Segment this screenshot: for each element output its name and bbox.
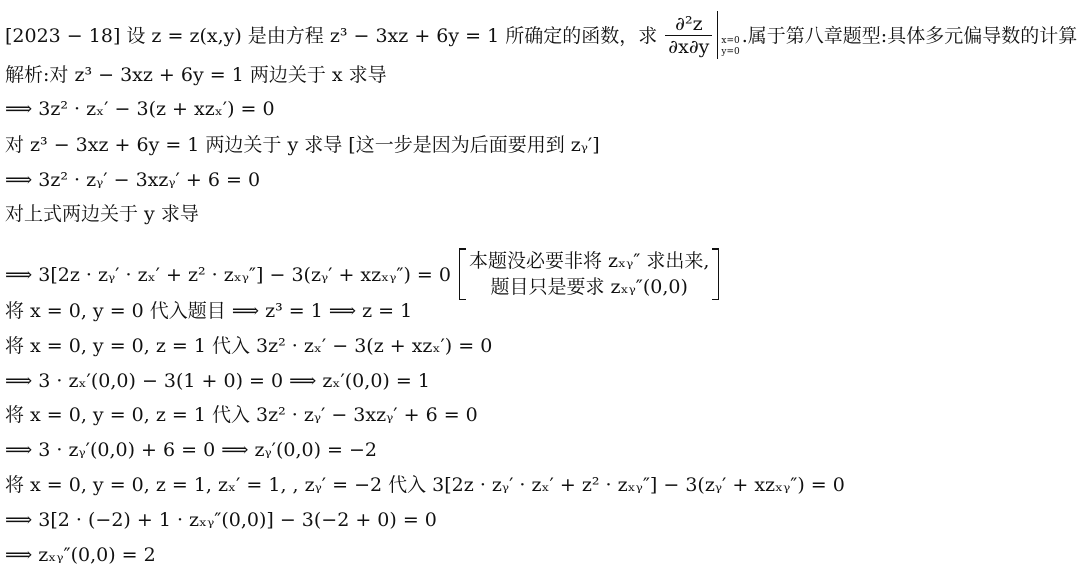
second-derivative-equation: ⟹ 3[2z · zᵧ′ · zₓ′ + z² · zₓᵧ″] − 3(zᵧ′ + xzₓᵧ″) = 0 xyxy=(5,264,451,286)
side-note-bracket xyxy=(459,248,719,300)
solution-line-12: 将 x = 0, y = 0, z = 1, zₓ′ = 1, , zᵧ′ = −2 代入 3[2z · zᵧ′ · zₓ′ + z² · zₓᵧ″] − 3(zᵧ′ + xzₓᵧ″) = 0 xyxy=(5,474,845,496)
problem-prefix: [2023 − 18] 设 z = z(x,y) 是由方程 z³ − 3xz + 6y = 1 所确定的函数，求 xyxy=(5,25,658,47)
solution-line-13: ⟹ 3[2 · (−2) + 1 · zₓᵧ″(0,0)] − 3(−2 + 0) = 0 xyxy=(5,509,437,531)
condition-x: x=0 xyxy=(721,36,740,46)
solution-line-7: 将 x = 0, y = 0 代入题目 ⟹ z³ = 1 ⟹ z = 1 xyxy=(5,300,413,322)
problem-suffix: .属于第八章题型:具体多元偏导数的计算 xyxy=(741,25,1078,47)
solution-line-3: 对 z³ − 3xz + 6y = 1 两边关于 y 求导 [这一步是因为后面要用到 zᵧ′] xyxy=(5,134,600,156)
solution-line-11: ⟹ 3 · zᵧ′(0,0) + 6 = 0 ⟹ zᵧ′(0,0) = −2 xyxy=(5,439,378,461)
evaluation-condition xyxy=(721,36,739,58)
solution-line-6 xyxy=(5,250,719,298)
fraction-denominator: ∂x∂y xyxy=(668,35,710,58)
solution-line-10: 将 x = 0, y = 0, z = 1 代入 3z² · zᵧ′ − 3xzᵧ′ + 6 = 0 xyxy=(5,404,478,426)
solution-line-9: ⟹ 3 · zₓ′(0,0) − 3(1 + 0) = 0 ⟹ zₓ′(0,0) = 1 xyxy=(5,370,430,392)
solution-line-2: ⟹ 3z² · zₓ′ − 3(z + xzₓ′) = 0 xyxy=(5,98,275,120)
fraction-numerator: ∂²z xyxy=(665,13,712,36)
partial-derivative-fraction xyxy=(665,13,712,58)
evaluation-bar xyxy=(717,11,718,59)
side-note-line-1: 本题没必要非将 zₓᵧ″ 求出来, xyxy=(469,250,710,272)
condition-y: y=0 xyxy=(721,47,740,57)
bracket-corner xyxy=(460,299,466,301)
final-answer: ⟹ zₓᵧ″(0,0) = 2 xyxy=(5,544,156,566)
solution-line-5: 对上式两边关于 y 求导 xyxy=(5,203,199,225)
solution-line-4: ⟹ 3z² · zᵧ′ − 3xzᵧ′ + 6 = 0 xyxy=(5,169,261,191)
problem-statement xyxy=(5,12,1078,58)
solution-line-8: 将 x = 0, y = 0, z = 1 代入 3z² · zₓ′ − 3(z + xzₓ′) = 0 xyxy=(5,335,493,357)
bracket-corner xyxy=(712,248,718,250)
solution-line-1: 解析:对 z³ − 3xz + 6y = 1 两边关于 x 求导 xyxy=(5,64,387,86)
side-note-line-2: 题目只是要求 zₓᵧ″(0,0) xyxy=(490,276,688,298)
